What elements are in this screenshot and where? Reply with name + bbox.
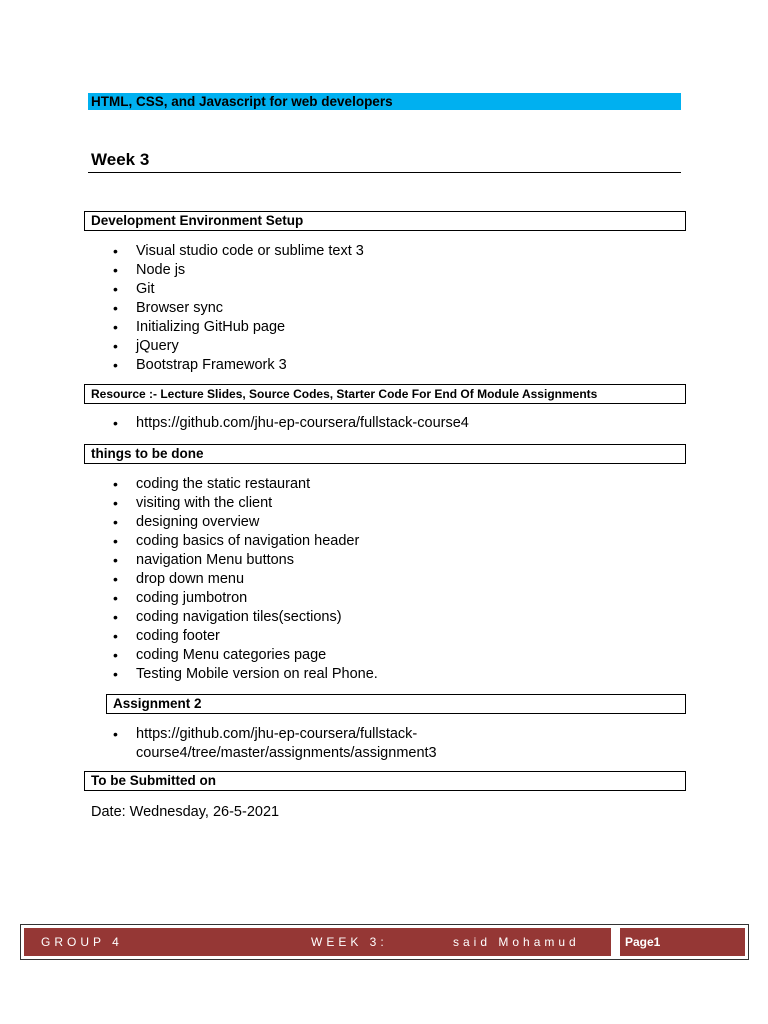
submission-date: Date: Wednesday, 26-5-2021	[91, 804, 280, 820]
assignment-link-line2: course4/tree/master/assignments/assignment3	[136, 745, 437, 761]
resource-list	[113, 414, 469, 433]
todo-heading: things to be done	[84, 444, 686, 464]
list-item: • coding jumbotron	[113, 589, 378, 608]
list-item: • Node js	[113, 261, 364, 280]
list-item: • navigation Menu buttons	[113, 551, 378, 570]
assignment-link-line1: https://github.com/jhu-ep-coursera/fullstack-	[136, 726, 418, 742]
footer-bar	[24, 928, 745, 956]
course-title: HTML, CSS, and Javascript for web developers	[88, 93, 681, 110]
list-item: • coding the static restaurant	[113, 475, 378, 494]
list-item: • coding navigation tiles(sections)	[113, 608, 378, 627]
list-item: • Initializing GitHub page	[113, 318, 364, 337]
dev-env-heading: Development Environment Setup	[84, 211, 686, 231]
list-item: • Testing Mobile version on real Phone.	[113, 665, 378, 684]
submission-heading: To be Submitted on	[84, 771, 686, 791]
page-footer	[20, 924, 749, 960]
footer-group: GROUP 4	[41, 935, 123, 949]
list-item: • visiting with the client	[113, 494, 378, 513]
assignment-list	[113, 725, 437, 763]
todo-list	[113, 475, 378, 684]
assignment-heading: Assignment 2	[106, 694, 686, 714]
list-item: • Browser sync	[113, 299, 364, 318]
list-item: • Bootstrap Framework 3	[113, 356, 364, 375]
list-item: • jQuery	[113, 337, 364, 356]
resource-heading: Resource :- Lecture Slides, Source Codes, Starter Code For End Of Module Assignments	[84, 384, 686, 404]
assignment-link[interactable]	[113, 725, 437, 763]
footer-page-number: Page1	[625, 935, 661, 949]
footer-divider	[611, 928, 620, 956]
list-item: • designing overview	[113, 513, 378, 532]
list-item: • coding footer	[113, 627, 378, 646]
resource-link[interactable]: • https://github.com/jhu-ep-coursera/fullstack-course4	[113, 414, 469, 433]
list-item: • Visual studio code or sublime text 3	[113, 242, 364, 261]
footer-author: said Mohamud	[453, 935, 580, 949]
footer-week: WEEK 3:	[311, 935, 388, 949]
list-item: • coding basics of navigation header	[113, 532, 378, 551]
list-item: • Git	[113, 280, 364, 299]
week-heading: Week 3	[88, 150, 681, 173]
list-item: • coding Menu categories page	[113, 646, 378, 665]
list-item: • drop down menu	[113, 570, 378, 589]
dev-env-list	[113, 242, 364, 375]
